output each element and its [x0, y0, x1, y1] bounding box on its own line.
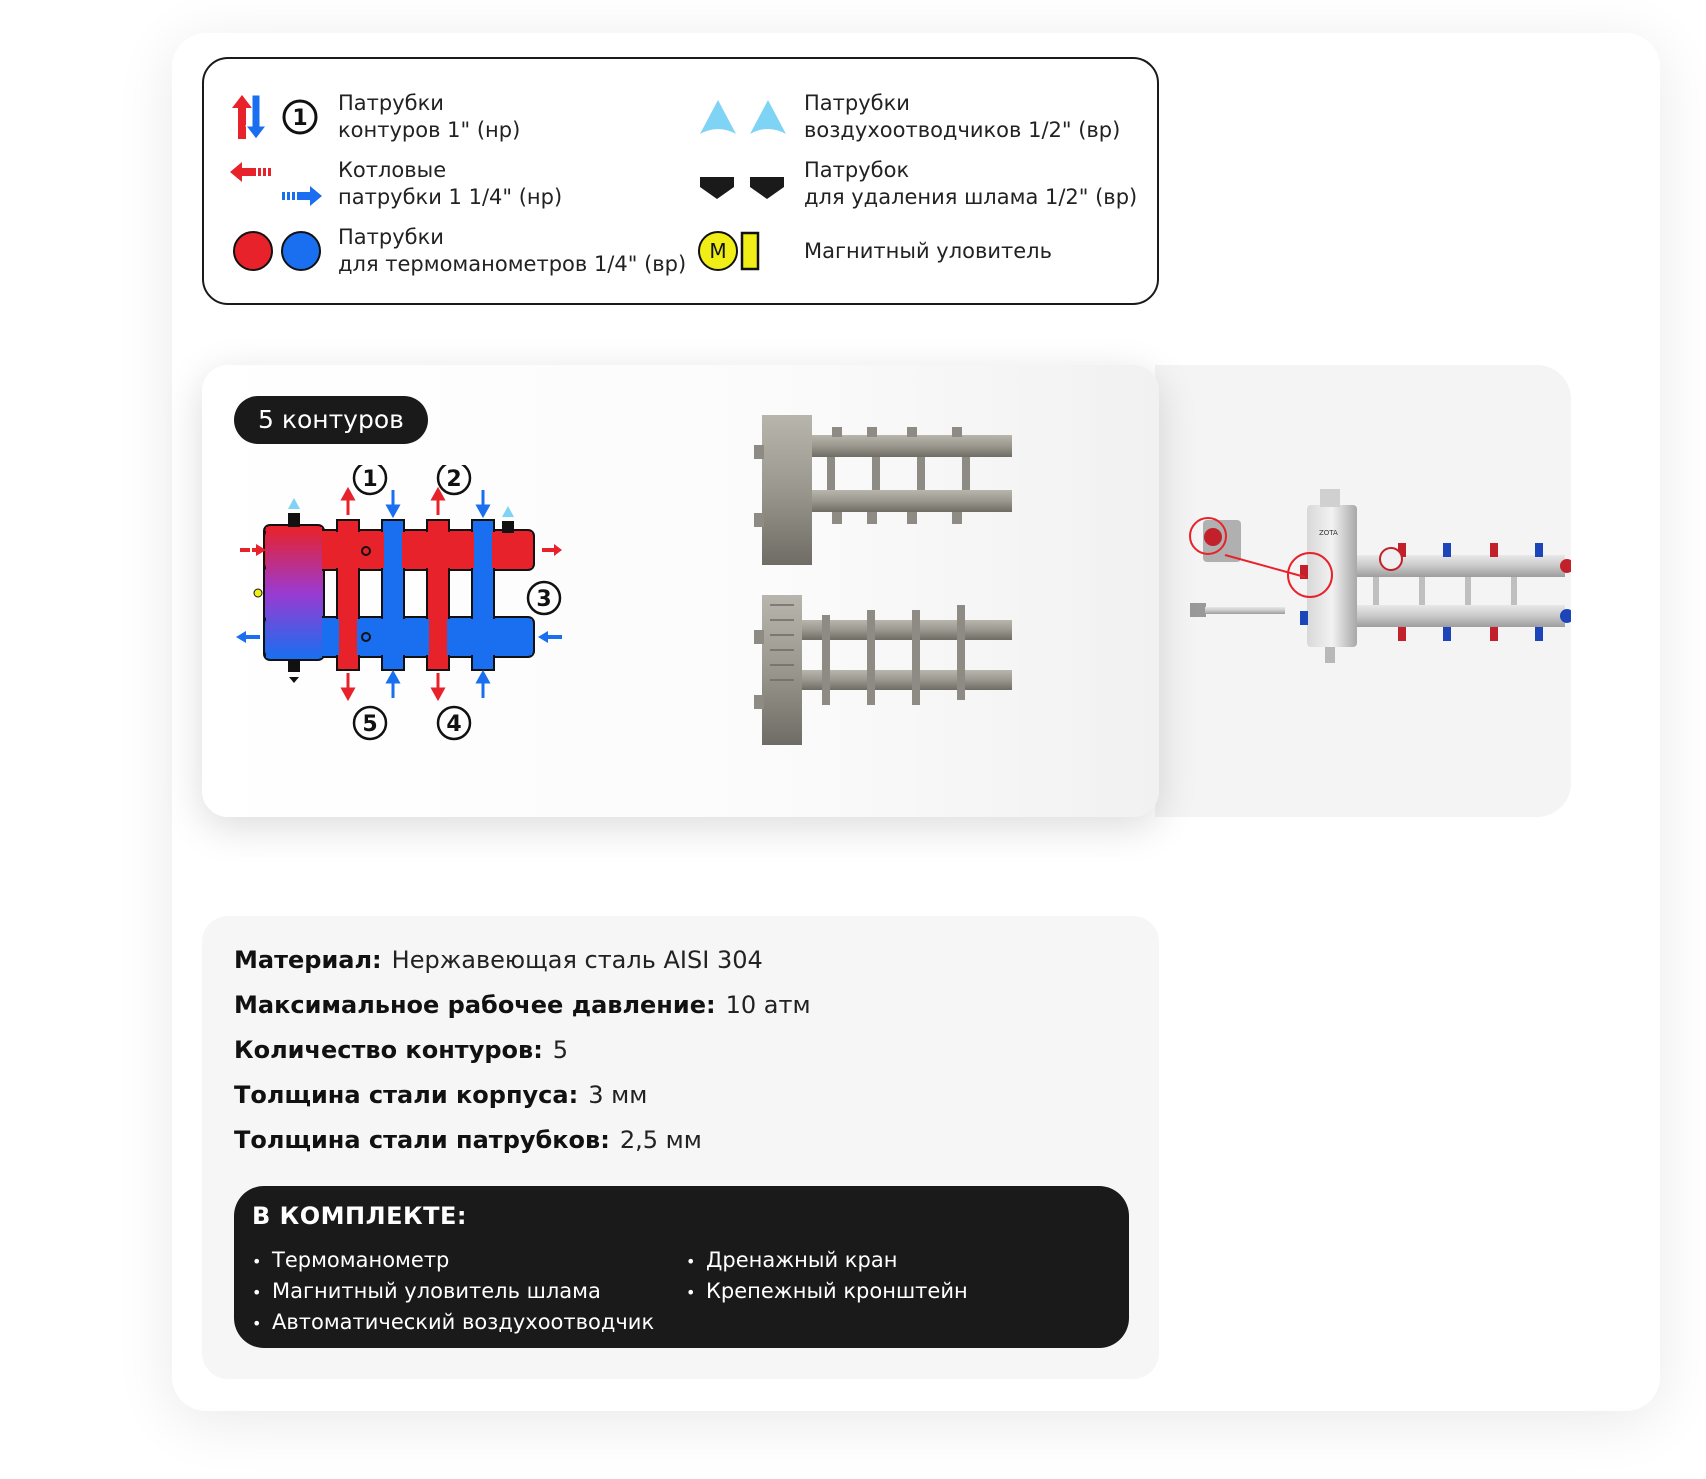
spec-value: 3 мм	[588, 1081, 648, 1109]
legend-item-2-line2: патрубки 1 1/4" (нр)	[338, 185, 563, 209]
spec-label: Количество контуров:	[234, 1036, 543, 1064]
spec-value: Нержавеющая сталь AISI 304	[391, 946, 763, 974]
kit-item: • Автоматический воздухоотводчик	[252, 1310, 655, 1334]
boiler-arrows-icon	[228, 154, 338, 214]
legend-item-boiler-pipes	[228, 154, 562, 214]
specs-panel	[202, 916, 1159, 1379]
product-render	[742, 405, 1082, 785]
kit-item: • Термоманометр	[252, 1248, 450, 1272]
spec-row-body-thickness	[234, 1081, 647, 1109]
scheme-panel	[202, 365, 1159, 817]
legend-item-3-line1: Патрубки	[338, 225, 444, 249]
circuit-number-icon: 1	[292, 106, 308, 131]
circuit-number-3: 3	[536, 587, 552, 612]
kit-item: • Дренажный кран	[686, 1248, 898, 1272]
spec-label: Толщина стали корпуса:	[234, 1081, 579, 1109]
legend-item-5-line1: Патрубок	[804, 158, 910, 182]
spec-row-circuits	[234, 1036, 568, 1064]
kit-title: В КОМПЛЕКТЕ:	[252, 1202, 467, 1230]
product-photo-assembled	[1155, 365, 1571, 817]
legend-item-circuit-pipes	[228, 87, 520, 147]
circuit-number-5: 5	[362, 712, 378, 737]
spec-row-pressure	[234, 991, 811, 1019]
kit-item: • Крепежный кронштейн	[686, 1279, 968, 1303]
circuits-badge: 5 контуров	[234, 396, 428, 444]
legend-item-1-line1: Патрубки	[338, 91, 444, 115]
legend-item-2-line1: Котловые	[338, 158, 447, 182]
brand-logo: ZOTA	[1319, 529, 1338, 537]
spec-value: 2,5 мм	[619, 1126, 702, 1154]
light-blue-triangles-icon	[694, 87, 804, 147]
magnet-catcher-icon	[694, 221, 804, 281]
kit-item: • Магнитный уловитель шлама	[252, 1279, 601, 1303]
circuit-number-1: 1	[362, 467, 378, 492]
legend-item-sludge-pipe	[694, 154, 1137, 214]
magnet-letter: M	[709, 239, 727, 263]
circuit-number-2: 2	[446, 467, 462, 492]
legend-item-5-line2: для удаления шлама 1/2" (вр)	[804, 185, 1138, 209]
legend-item-thermomanometer-pipes	[228, 221, 686, 281]
legend-item-air-vent-pipes	[694, 87, 1120, 147]
circuit-number-4: 4	[446, 712, 462, 737]
spec-row-pipe-thickness	[234, 1126, 702, 1154]
spec-value: 5	[552, 1036, 569, 1064]
spec-label: Толщина стали патрубков:	[234, 1126, 610, 1154]
legend-item-6-line1: Магнитный уловитель	[804, 238, 1052, 263]
legend-item-1-line2: контуров 1" (нр)	[338, 118, 521, 142]
kit-box	[234, 1186, 1129, 1348]
legend-item-4-line2: воздухоотводчиков 1/2" (вр)	[804, 118, 1121, 142]
black-down-arrows-icon	[694, 154, 804, 214]
red-blue-circles-icon	[228, 221, 338, 281]
spec-label: Максимальное рабочее давление:	[234, 991, 716, 1019]
arrows-up-down-number-1-icon	[228, 87, 338, 147]
hydraulic-scheme-diagram	[232, 465, 562, 745]
legend-item-4-line1: Патрубки	[804, 91, 910, 115]
legend-item-magnetic-catcher	[694, 221, 1052, 281]
legend-box	[202, 57, 1159, 305]
spec-label: Материал:	[234, 946, 382, 974]
product-photo-area	[1155, 365, 1571, 817]
spec-value: 10 атм	[725, 991, 811, 1019]
spec-row-material	[234, 946, 763, 974]
legend-item-3-line2: для термоманометров 1/4" (вр)	[338, 252, 687, 276]
